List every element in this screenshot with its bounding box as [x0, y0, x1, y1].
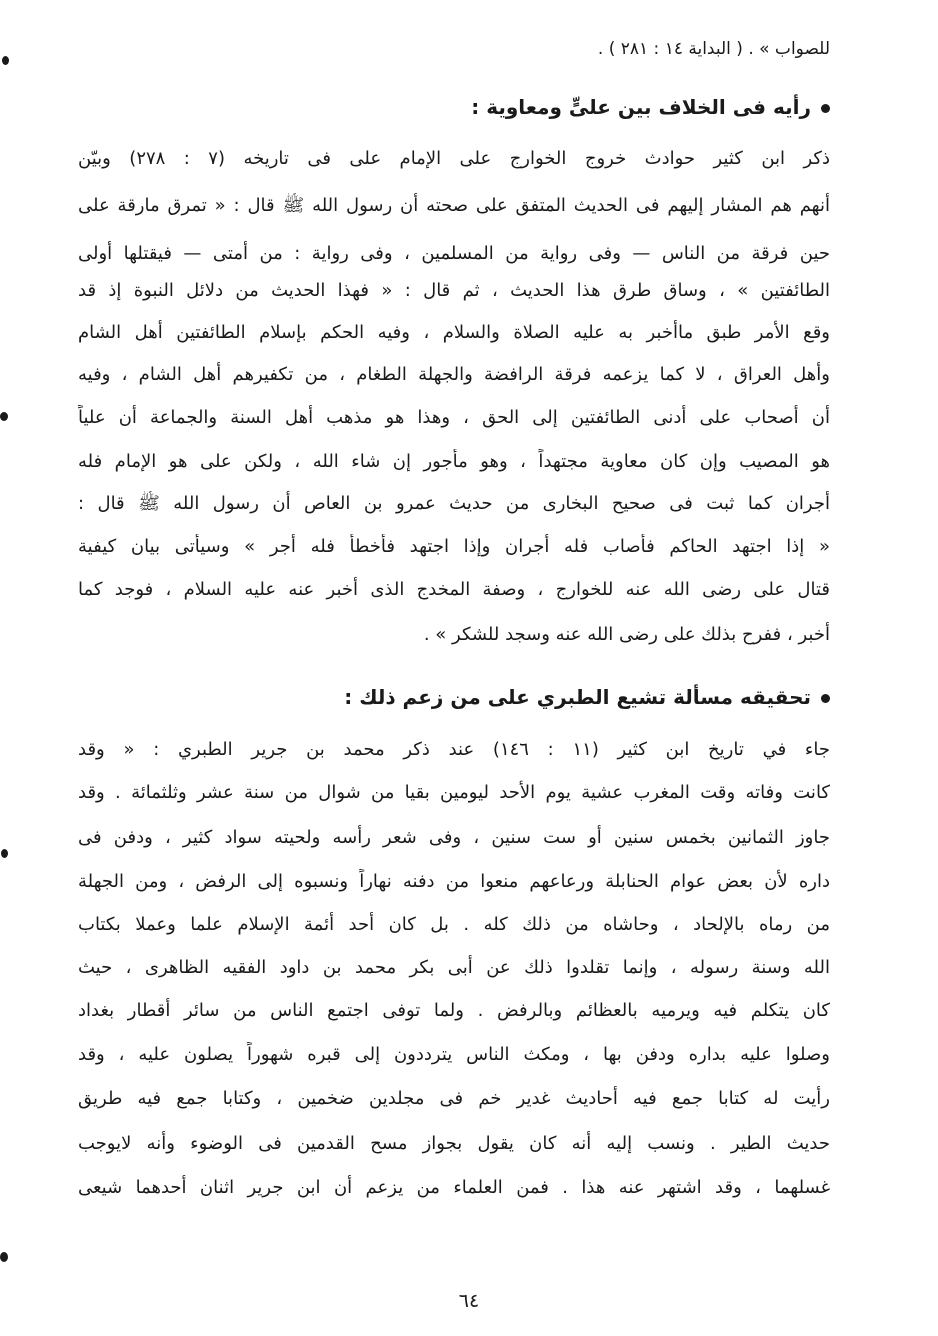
body-line: كان يتكلم فيه ويرميه بالعظائم وبالرفض . ولما توفى اجتمع الناس من سائر أقطار بغداد: [78, 1000, 830, 1021]
body-line: جاء في تاريخ ابن كثير (١١ : ١٤٦) عند ذكر محمد بن جرير الطبري : « وقد: [78, 739, 830, 760]
bullet-icon: [821, 104, 830, 113]
body-line: داره لأن بعض عوام الحنابلة ورعاعهم منعوا من دفنه نهاراً ونسبوه إلى الرفض ، ومن الجهلة: [78, 871, 830, 892]
body-line: أنهم هم المشار إليهم فى الحديث المتفق على صحته أن رسول الله ﷺ قال : « تمرق مارقة على: [78, 195, 830, 216]
body-line: قتال على رضى الله عنه للخوارج ، وصفة المخدج الذى أخبر عنه عليه السلام ، فوجد كما: [78, 579, 830, 600]
section-heading-text: تحقيقه مسألة تشيع الطبري على من زعم ذلك :: [344, 685, 811, 709]
binding-hole-mark: [0, 412, 8, 421]
body-line: رأيت له كتابا جمع فيه أحاديث غدير خم فى مجلدين ضخمين ، وكتابا جمع فيه طريق: [78, 1088, 830, 1109]
body-line: حين فرقة من الناس — وفى رواية من المسلمين ، وفى رواية : من أمتى — فيقتلها أولى: [78, 243, 830, 264]
section-heading-text: رأيه فى الخلاف بين علىٍّ ومعاوية :: [471, 95, 811, 119]
body-line: حديث الطير . ونسب إليه أنه كان يقول بجواز مسح القدمين فى الوضوء وأنه لايوجب: [78, 1133, 830, 1154]
body-line: وصلوا عليه بداره ودفن بها ، ومكث الناس يترددون إلى قبره شهوراً يصلون عليه ، وقد: [78, 1044, 830, 1065]
body-line: أخبر ، ففرح بذلك على رضى الله عنه وسجد للشكر » .: [423, 624, 830, 645]
body-line: الله وسنة رسوله ، وإنما تقلدوا ذلك عن أبى بكر محمد بن داود الفقيه الظاهرى ، حيث: [78, 957, 830, 978]
body-line: وأهل العراق ، لا كما يزعمه فرقة الرافضة والجهلة الطغام ، من تكفيرهم أهل الشام ، وفيه: [78, 364, 830, 385]
body-line: كانت وفاته وقت المغرب عشية يوم الأحد ليومين بقيا من شوال من سنة عشر وثلثمائة . وقد: [78, 782, 830, 803]
binding-hole-mark: [1, 849, 8, 858]
body-line: جاوز الثمانين بخمس سنين أو ست سنين ، وفى شعر رأسه ولحيته سواد كثير ، ودفن فى: [78, 827, 830, 848]
body-line: أجران كما ثبت فى صحيح البخارى من حديث عمرو بن العاص أن رسول الله ﷺ قال :: [78, 493, 830, 514]
binding-hole-mark: [2, 56, 9, 65]
body-line: وقع الأمر طبق ماأخبر به عليه الصلاة والسلام ، وفيه الحكم بإسلام الطائفتين أهل الشام: [78, 322, 830, 343]
binding-hole-mark: [0, 1252, 8, 1262]
body-line: أن أصحاب على أدنى الطائفتين إلى الحق ، وهذا هو مذهب أهل السنة والجماعة أن علياً: [78, 407, 830, 428]
body-line: ذكر ابن كثير حوادث خروج الخوارج على الإمام على فى تاريخه (٧ : ٢٧٨) وبيّن: [78, 148, 830, 169]
section-heading: [78, 683, 830, 711]
body-line: « إذا اجتهد الحاكم فأصاب فله أجران وإذا اجتهد فأخطأ فله أجر » وسيأتى بيان كيفية: [78, 536, 830, 557]
top-reference: للصواب » . ( البداية ١٤ : ٢٨١ ) .: [597, 39, 830, 59]
body-line: الطائفتين » ، وساق طرق هذا الحديث ، ثم قال : « فهذا الحديث من دلائل النبوة إذ قد: [78, 280, 830, 301]
body-line: هو المصيب وإن كان معاوية مجتهداً ، وهو مأجور إن شاء الله ، ولكن على هو الإمام فله: [78, 451, 830, 472]
section-heading: [78, 93, 830, 121]
body-line: غسلهما ، وقد اشتهر عنه هذا . فمن العلماء من يزعم أن ابن جرير اثنان أحدهما شيعى: [78, 1177, 830, 1198]
bullet-icon: [821, 694, 830, 703]
page-number: ٦٤: [458, 1290, 480, 1312]
body-line: من رماه بالإلحاد ، وحاشاه من ذلك كله . بل كان أحد أئمة الإسلام علما وعملا بكتاب: [78, 914, 830, 935]
